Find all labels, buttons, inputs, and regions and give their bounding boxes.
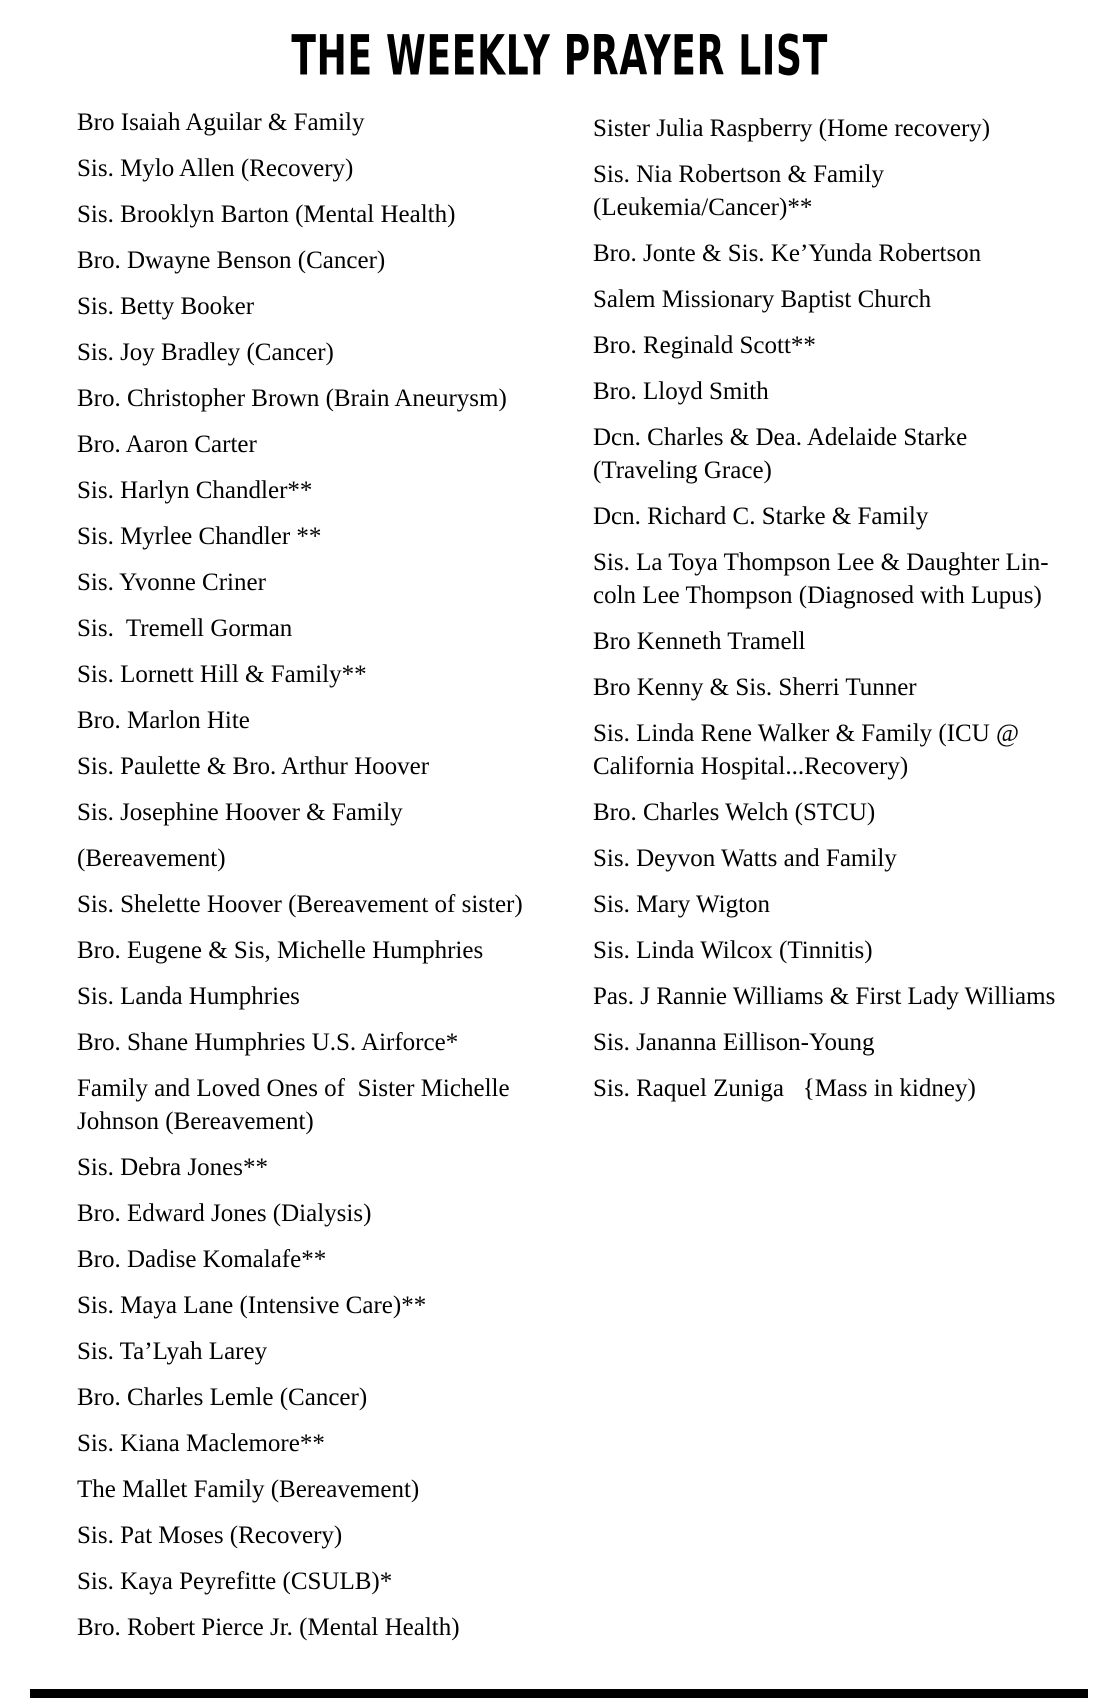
prayer-entry-line: Sis. Mylo Allen (Recovery): [77, 155, 354, 182]
prayer-list-entry: [593, 796, 1098, 829]
prayer-list-entry: [77, 658, 582, 691]
prayer-entry-line: Sis. Nia Robertson & Family: [593, 161, 884, 188]
prayer-entry-line: Sis. Ta’Lyah Larey: [77, 1338, 268, 1365]
prayer-list-entry: [593, 375, 1098, 408]
prayer-entry-line: Sis. Paulette & Bro. Arthur Hoover: [77, 753, 430, 780]
prayer-entry-line: Bro. Dwayne Benson (Cancer): [77, 247, 386, 274]
prayer-entry-line: Sis. Landa Humphries: [77, 983, 300, 1010]
prayer-list-entry: [593, 1072, 1098, 1105]
prayer-entry-line: Bro. Dadise Komalafe**: [77, 1246, 327, 1273]
prayer-list-entry: [77, 198, 582, 231]
prayer-list-entry: [77, 796, 582, 829]
prayer-list-entry: [77, 1151, 582, 1184]
prayer-list-entry: [593, 500, 1098, 533]
prayer-list-entry: [77, 704, 582, 737]
prayer-entry-line: Bro Kenneth Tramell: [593, 628, 806, 655]
prayer-list-entry: [77, 842, 582, 875]
prayer-list-entry: [593, 546, 1098, 612]
prayer-entry-line: Sis. Kiana Maclemore**: [77, 1430, 325, 1457]
prayer-entry-line: Bro. Aaron Carter: [77, 431, 257, 458]
prayer-entry-line: Sis. Harlyn Chandler**: [77, 477, 313, 504]
prayer-entry-line: California Hospital...Recovery): [593, 753, 909, 780]
prayer-entry-line: Sis. Brooklyn Barton (Mental Health): [77, 201, 456, 228]
prayer-entry-line: Dcn. Richard C. Starke & Family: [593, 503, 929, 530]
prayer-entry-line: Bro. Robert Pierce Jr. (Mental Health): [77, 1614, 460, 1641]
prayer-entry-line: Sister Julia Raspberry (Home recovery): [593, 115, 991, 142]
prayer-list-entry: [593, 421, 1098, 487]
prayer-list-entry: [593, 934, 1098, 967]
prayer-list-entry: [77, 1072, 582, 1138]
prayer-list-entry: [77, 980, 582, 1013]
page-title: THE WEEKLY PRAYER LIST: [291, 24, 829, 88]
prayer-list-entry: [593, 112, 1098, 145]
prayer-entry-line: Sis. Linda Rene Walker & Family (ICU @: [593, 720, 1020, 747]
prayer-entry-line: Sis. Deyvon Watts and Family: [593, 845, 897, 872]
prayer-list-entry: [593, 1026, 1098, 1059]
prayer-list-entry: [77, 1197, 582, 1230]
prayer-list-entry: [77, 888, 582, 921]
prayer-entry-line: Bro Kenny & Sis. Sherri Tunner: [593, 674, 917, 701]
prayer-list-entry: [77, 428, 582, 461]
prayer-entry-line: Bro. Lloyd Smith: [593, 378, 769, 405]
prayer-entry-line: Family and Loved Ones of Sister Michelle: [77, 1075, 510, 1102]
prayer-list-left-column: [77, 106, 582, 1657]
prayer-list-entry: [77, 152, 582, 185]
prayer-list-entry: [593, 158, 1098, 224]
prayer-list-right-column: [593, 112, 1098, 1118]
prayer-entry-line: Bro. Christopher Brown (Brain Aneurysm): [77, 385, 507, 412]
prayer-entry-line: Sis. Joy Bradley (Cancer): [77, 339, 334, 366]
prayer-entry-line: Sis. Linda Wilcox (Tinnitis): [593, 937, 873, 964]
prayer-list-entry: [593, 842, 1098, 875]
prayer-entry-line: (Traveling Grace): [593, 457, 772, 484]
prayer-list-entry: [593, 329, 1098, 362]
prayer-entry-line: Bro. Jonte & Sis. Ke’Yunda Robertson: [593, 240, 982, 267]
prayer-entry-line: Sis. Betty Booker: [77, 293, 255, 320]
prayer-list-entry: [593, 237, 1098, 270]
prayer-entry-line: Bro. Charles Welch (STCU): [593, 799, 876, 826]
prayer-entry-line: Sis. Yvonne Criner: [77, 569, 266, 596]
prayer-entry-line: Pas. J Rannie Williams & First Lady Williams: [593, 983, 1056, 1010]
page-header: [20, 24, 1100, 88]
prayer-entry-line: Sis. Kaya Peyrefitte (CSULB)*: [77, 1568, 393, 1595]
prayer-list-entry: [593, 888, 1098, 921]
prayer-list-entry: [77, 1026, 582, 1059]
prayer-entry-line: coln Lee Thompson (Diagnosed with Lupus): [593, 582, 1042, 609]
prayer-entry-line: Sis. Maya Lane (Intensive Care)**: [77, 1292, 427, 1319]
prayer-entry-line: Sis. Lornett Hill & Family**: [77, 661, 367, 688]
prayer-list-entry: [77, 1565, 582, 1598]
prayer-entry-line: Sis. Raquel Zuniga {Mass in kidney): [593, 1075, 976, 1102]
prayer-list-entry: [77, 382, 582, 415]
prayer-list-entry: [77, 106, 582, 139]
prayer-list-entry: [593, 671, 1098, 704]
prayer-entry-line: Bro. Charles Lemle (Cancer): [77, 1384, 368, 1411]
prayer-list-entry: [77, 520, 582, 553]
prayer-list-entry: [593, 717, 1098, 783]
prayer-list-entry: [77, 750, 582, 783]
prayer-list-entry: [77, 566, 582, 599]
prayer-list-entry: [77, 1427, 582, 1460]
prayer-list-entry: [593, 980, 1098, 1013]
prayer-entry-line: Bro. Shane Humphries U.S. Airforce*: [77, 1029, 459, 1056]
prayer-entry-line: Bro Isaiah Aguilar & Family: [77, 109, 365, 136]
prayer-entry-line: Sis. Myrlee Chandler **: [77, 523, 322, 550]
prayer-list-entry: [77, 244, 582, 277]
prayer-entry-line: Sis. Jananna Eillison-Young: [593, 1029, 875, 1056]
prayer-list-entry: [593, 283, 1098, 316]
prayer-list-entry: [77, 1611, 582, 1644]
prayer-entry-line: Sis. Mary Wigton: [593, 891, 771, 918]
prayer-entry-line: Bro. Edward Jones (Dialysis): [77, 1200, 372, 1227]
prayer-list-entry: [77, 336, 582, 369]
prayer-list-entry: [77, 1289, 582, 1322]
prayer-entry-line: Sis. Pat Moses (Recovery): [77, 1522, 343, 1549]
prayer-entry-line: Salem Missionary Baptist Church: [593, 286, 932, 313]
prayer-entry-line: Bro. Marlon Hite: [77, 707, 250, 734]
prayer-entry-line: (Leukemia/Cancer)**: [593, 194, 813, 221]
prayer-entry-line: Sis. Tremell Gorman: [77, 615, 293, 642]
prayer-entry-line: Bro. Eugene & Sis, Michelle Humphries: [77, 937, 484, 964]
prayer-list-entry: [77, 1473, 582, 1506]
prayer-entry-line: Johnson (Bereavement): [77, 1108, 314, 1135]
prayer-entry-line: (Bereavement): [77, 845, 226, 872]
prayer-list-entry: [77, 474, 582, 507]
prayer-list-entry: [77, 1381, 582, 1414]
footer-bar: [30, 1689, 1088, 1698]
prayer-entry-line: Sis. Debra Jones**: [77, 1154, 268, 1181]
prayer-entry-line: The Mallet Family (Bereavement): [77, 1476, 420, 1503]
prayer-list-entry: [77, 934, 582, 967]
prayer-list-entry: [593, 625, 1098, 658]
prayer-list-entry: [77, 1243, 582, 1276]
prayer-entry-line: Dcn. Charles & Dea. Adelaide Starke: [593, 424, 968, 451]
prayer-list-entry: [77, 290, 582, 323]
prayer-entry-line: Sis. Josephine Hoover & Family: [77, 799, 403, 826]
prayer-list-entry: [77, 1519, 582, 1552]
prayer-list-entry: [77, 612, 582, 645]
prayer-entry-line: Sis. La Toya Thompson Lee & Daughter Lin-: [593, 549, 1049, 576]
prayer-list-entry: [77, 1335, 582, 1368]
prayer-entry-line: Sis. Shelette Hoover (Bereavement of sister): [77, 891, 523, 918]
prayer-entry-line: Bro. Reginald Scott**: [593, 332, 816, 359]
